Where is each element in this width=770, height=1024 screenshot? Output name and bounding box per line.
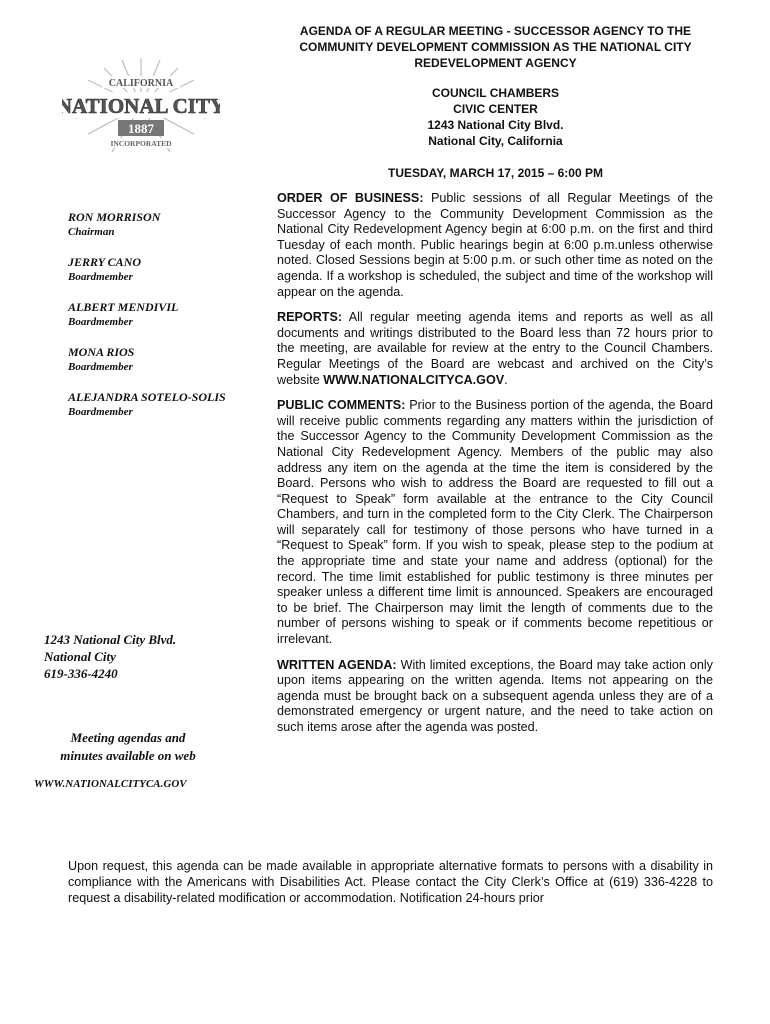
logo-bottom-text: INCORPORATED (110, 139, 172, 148)
section-text: Prior to the Business portion of the agenda, the Board will receive public comments regarding any matters within the jurisdiction of the Successor Agency to the Community Development Commission as the National City Redevelopment Agency. Members of the public may also address any item on the agenda at the time the item is considered by the Board. Persons who wish to address the Board are requested to fill out a “Request to Speak” form available at the entrance to the City Council Chambers, and turn in the completed form to the City Clerk. The Chairperson will separately call for testimony of those persons who have turned in a “Request to Speak” form. If you wish to speak, please step to the podium at the appropriate time and state your name and address (optional) for the record. The time limit established for public testimony is three minutes per speaker unless a different time limit is announced. Speakers are encouraged to be brief. The Chairperson may limit the length of comments due to the number of persons wishing to speak or if comments become repetitious or irrelevant. (277, 398, 713, 647)
website-link[interactable]: WWW.NATIONALCITYCA.GOV (34, 778, 187, 790)
section-heading: REPORTS: (277, 310, 343, 325)
public-comments-section (277, 398, 713, 648)
logo-main-text: NATIONAL CITY (62, 94, 220, 118)
board-member (68, 390, 268, 420)
city-seal-logo (62, 56, 220, 156)
member-title: Boardmember (68, 316, 133, 328)
web-availability-note (38, 729, 218, 765)
agenda-title-line: REDEVELOPMENT AGENCY (414, 56, 577, 70)
address-street: 1243 National City Blvd. (44, 632, 177, 647)
meeting-date: TUESDAY, MARCH 17, 2015 – 6:00 PM (388, 166, 603, 180)
board-member (68, 345, 268, 375)
member-name: MONA RIOS (68, 345, 135, 359)
agenda-sections (277, 191, 713, 746)
written-agenda-section (277, 658, 713, 736)
location-line: CIVIC CENTER (453, 102, 538, 116)
reports-website-link[interactable]: WWW.NATIONALCITYCA.GOV (323, 372, 505, 387)
board-member (68, 300, 268, 330)
section-heading: PUBLIC COMMENTS: (277, 398, 406, 413)
logo-year: 1887 (128, 121, 154, 136)
location-line: National City, California (428, 134, 563, 148)
agenda-header (278, 23, 713, 181)
section-text: All regular meeting agenda items and reports as well as all documents and writings distributed to the Board less than 72 hours prior to the meeting, are available for review at the entry to the Council Chambers. Regular Meetings of the Board are webcast and archived on the City’s website (277, 310, 713, 387)
reports-section (277, 310, 713, 388)
location-line: COUNCIL CHAMBERS (431, 86, 560, 100)
member-name: JERRY CANO (68, 255, 142, 269)
section-text-tail: . (504, 372, 508, 387)
logo-top-text: CALIFORNIA (108, 78, 174, 89)
section-heading: ORDER OF BUSINESS: (277, 191, 424, 205)
board-member (68, 255, 268, 285)
address-city: National City (44, 649, 116, 664)
member-name: ALEJANDRA SOTELO-SOLIS (68, 390, 226, 404)
member-title: Chairman (68, 226, 115, 238)
web-note-line: Meeting agendas and (70, 730, 186, 745)
member-title: Boardmember (68, 406, 133, 418)
address-phone: 619-336-4240 (44, 666, 118, 681)
member-title: Boardmember (68, 271, 133, 283)
web-note-line: minutes available on web (60, 748, 196, 763)
member-name: ALBERT MENDIVIL (68, 300, 179, 314)
board-member (68, 210, 268, 240)
member-name: RON MORRISON (68, 210, 161, 224)
agenda-title-line: COMMUNITY DEVELOPMENT COMMISSION AS THE NATIONAL CITY (299, 40, 692, 54)
city-address (44, 631, 176, 682)
section-text: With limited exceptions, the Board may take action only upon items appearing on the written agenda. Items not appearing on the agenda must be brought back on a subsequent agenda unless they are of a demonstrated emergency or urgent nature, and the need to take action on such items arose after the agenda was posted. (277, 657, 713, 734)
member-title: Boardmember (68, 361, 133, 373)
board-member-list (68, 210, 268, 435)
location-line: 1243 National City Blvd. (427, 118, 564, 132)
agenda-title-line: AGENDA OF A REGULAR MEETING - SUCCESSOR AGENCY TO THE (299, 24, 692, 38)
section-heading: WRITTEN AGENDA: (277, 657, 397, 672)
order-of-business-section (277, 191, 713, 300)
ada-notice: Upon request, this agenda can be made available in appropriate alternative formats to persons with a disability in compliance with the Americans with Disabilities Act. Please contact the City Clerk’s Office at (619) 336-4228 to request a disability-related modification or accommodation. Notification 24-hours prior (68, 859, 713, 905)
section-text: Public sessions of all Regular Meetings of the Successor Agency to the Community Development Commission as the National City Redevelopment Agency begin at 6:00 p.m. on the first and third Tuesday of each month. Public hearings begin at 6:00 p.m.unless otherwise noted. Closed Sessions begin at 5:00 p.m. or such other time as noted on the agenda. If a workshop is scheduled, the subject and time of the workshop will appear on the agenda. (277, 191, 713, 299)
